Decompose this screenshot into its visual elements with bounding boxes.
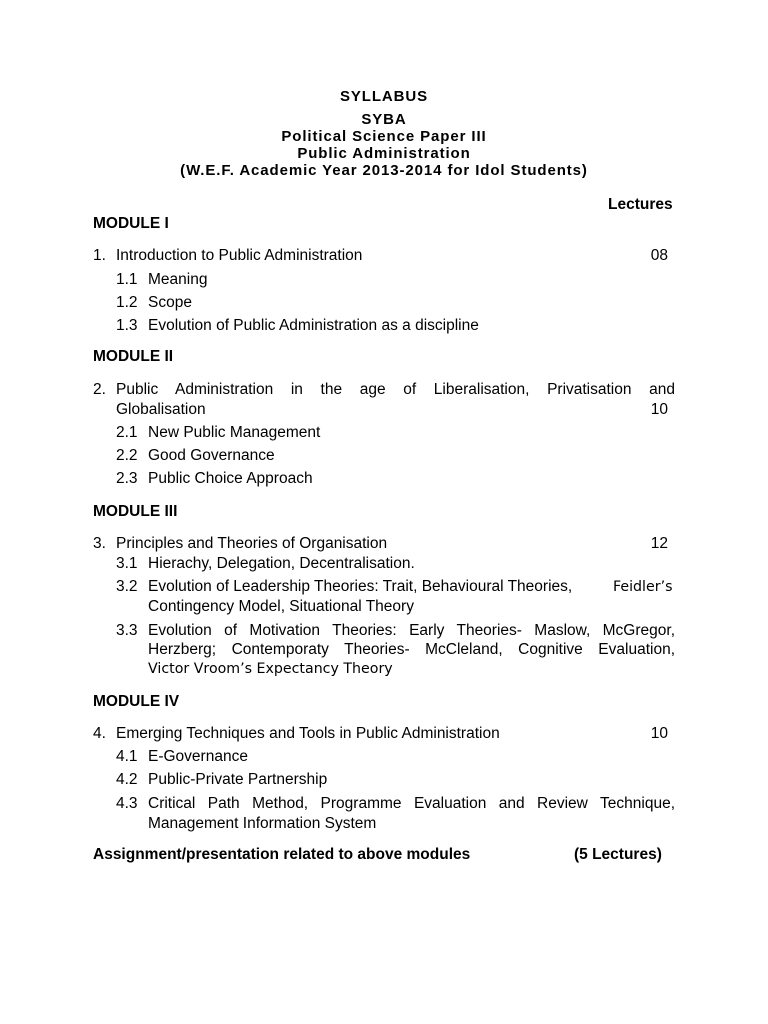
topic-number: 4. [93, 725, 106, 742]
doc-title-paper: Political Science Paper III [281, 128, 487, 145]
subtopic-text-line1: Evolution of Motivation Theories: Early Theories- Maslow, McGregor, [148, 622, 675, 639]
subtopic-number: 1.3 [116, 317, 138, 334]
subtopic-number: 1.2 [116, 294, 138, 311]
lectures-column-heading: Lectures [608, 196, 673, 213]
doc-title-effective: (W.E.F. Academic Year 2013-2014 for Idol Students) [180, 162, 588, 179]
doc-title-subject: Public Administration [297, 145, 471, 162]
subtopic-number: 2.1 [116, 424, 138, 441]
subtopic-text: New Public Management [148, 424, 321, 441]
topic-title-line1: Public Administration in the age of Liberalisation, Privatisation and [116, 381, 675, 398]
module-heading: MODULE IV [93, 693, 180, 710]
doc-title-course: SYBA [361, 111, 407, 128]
subtopic-text: Hierachy, Delegation, Decentralisation. [148, 555, 415, 572]
subtopic-text: Evolution of Public Administration as a discipline [148, 317, 479, 334]
topic-title: Introduction to Public Administration [116, 247, 363, 264]
subtopic-number: 1.1 [116, 271, 138, 288]
module-heading: MODULE III [93, 503, 178, 520]
subtopic-text: Good Governance [148, 447, 275, 464]
subtopic-number: 3.2 [116, 578, 138, 595]
subtopic-text-line1: Evolution of Leadership Theories: Trait, Behavioural Theories, [148, 578, 573, 595]
subtopic-number: 2.2 [116, 447, 138, 464]
subtopic-text: E-Governance [148, 748, 248, 765]
topic-title-line2: Globalisation [116, 401, 206, 418]
topic-title: Principles and Theories of Organisation [116, 535, 388, 552]
subtopic-number: 4.1 [116, 748, 138, 765]
topic-lectures: 10 [650, 725, 668, 742]
topic-number: 1. [93, 247, 106, 264]
topic-number: 3. [93, 535, 106, 552]
subtopic-text: Public-Private Partnership [148, 771, 328, 788]
topic-number: 2. [93, 381, 106, 398]
doc-title-syllabus: SYLLABUS [339, 88, 429, 105]
subtopic-number: 4.3 [116, 795, 138, 812]
subtopic-text-line1-tail: Feidler’s [613, 579, 673, 595]
subtopic-text-line3: Victor Vroom’s Expectancy Theory [148, 661, 393, 677]
module-heading: MODULE II [93, 348, 174, 365]
subtopic-number: 4.2 [116, 771, 138, 788]
topic-title: Emerging Techniques and Tools in Public Administration [116, 725, 500, 742]
subtopic-text: Scope [148, 294, 192, 311]
subtopic-text-line2: Contingency Model, Situational Theory [148, 598, 414, 615]
subtopic-number: 3.1 [116, 555, 138, 572]
subtopic-text: Meaning [148, 271, 208, 288]
assignment-lectures: (5 Lectures) [574, 846, 662, 863]
subtopic-text-line2: Management Information System [148, 815, 377, 832]
topic-lectures: 12 [650, 535, 668, 552]
assignment-label: Assignment/presentation related to above modules [93, 846, 471, 863]
subtopic-number: 3.3 [116, 622, 138, 639]
subtopic-number: 2.3 [116, 470, 138, 487]
subtopic-text-line1: Critical Path Method, Programme Evaluation and Review Technique, [148, 795, 675, 812]
module-heading: MODULE I [93, 215, 169, 232]
topic-lectures: 10 [650, 401, 668, 418]
subtopic-text-line2: Herzberg; Contemporaty Theories- McCleland, Cognitive Evaluation, [148, 641, 675, 658]
subtopic-text: Public Choice Approach [148, 470, 313, 487]
topic-lectures: 08 [650, 247, 668, 264]
